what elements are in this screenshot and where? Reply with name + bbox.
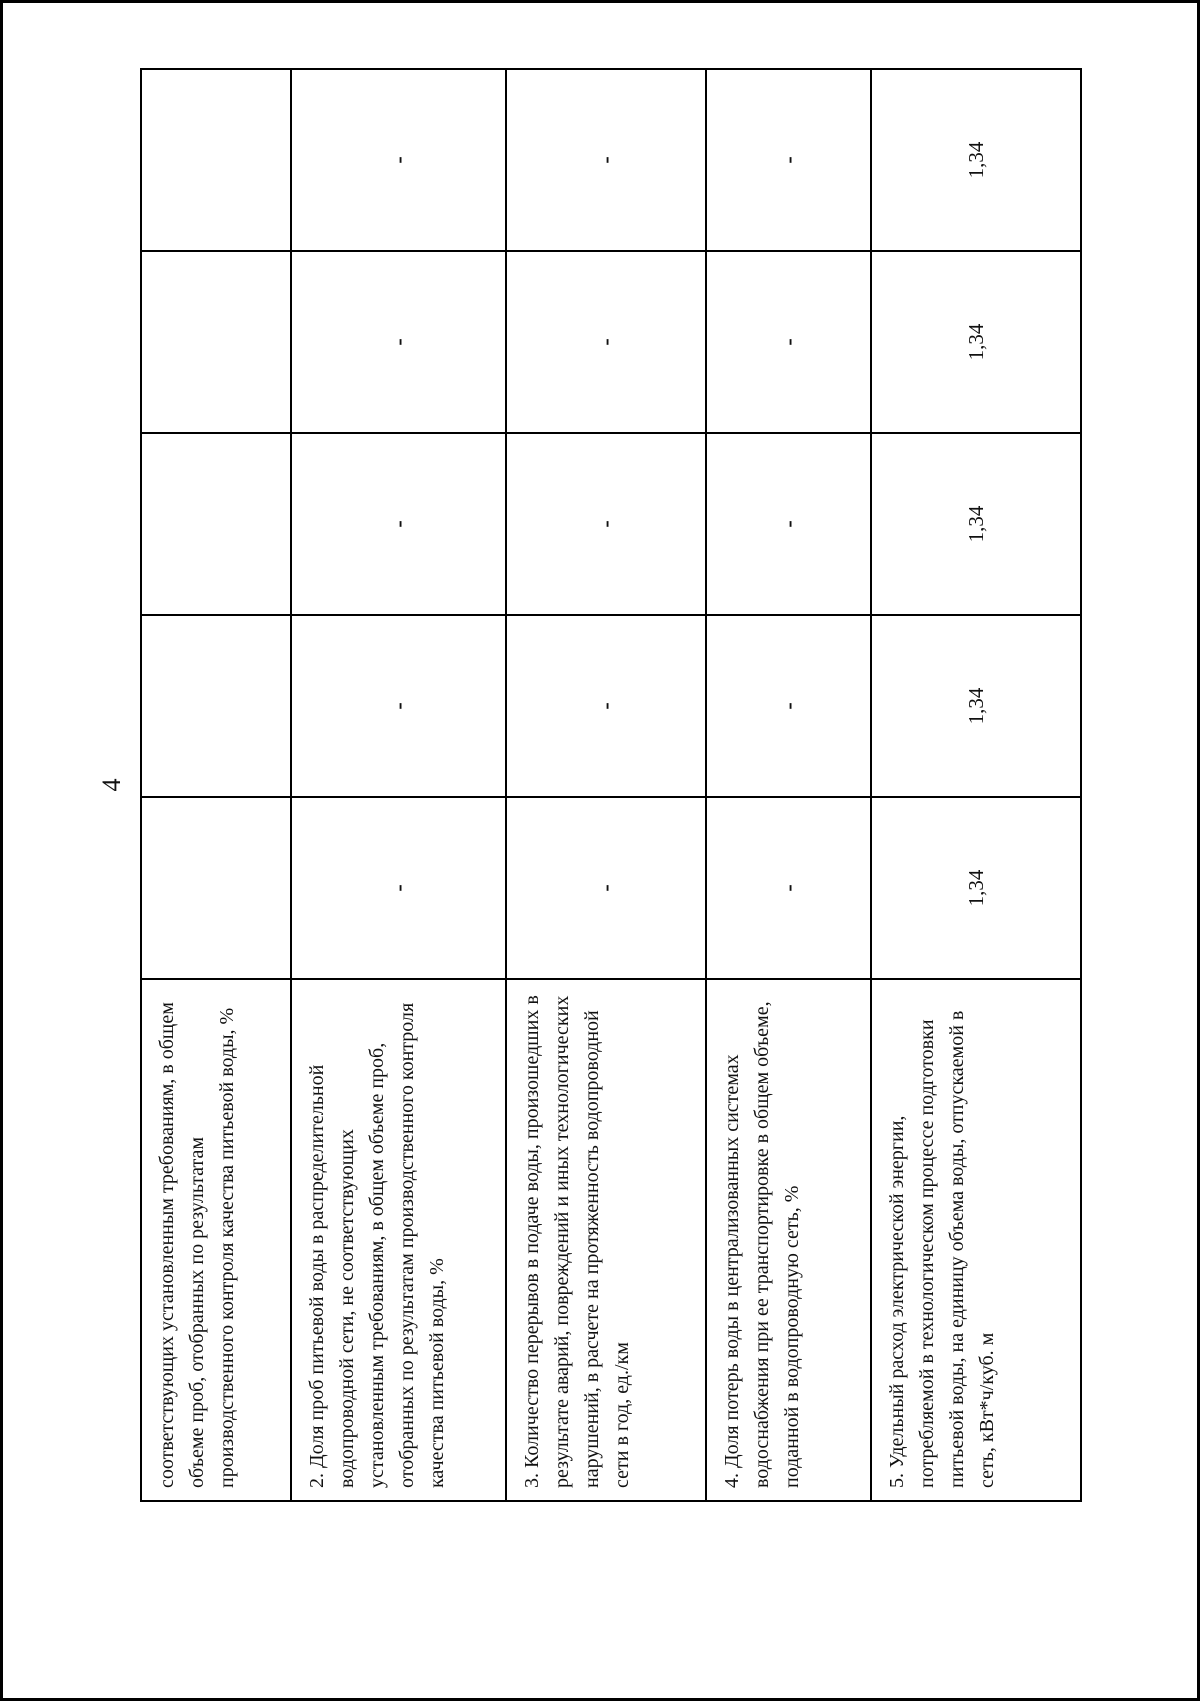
indicator-value (871, 69, 1081, 251)
indicator-value (141, 797, 291, 979)
value-text: - (385, 884, 411, 892)
table-row (871, 69, 1081, 1501)
indicator-value (141, 615, 291, 797)
table-row (291, 69, 506, 1501)
value-text: - (593, 338, 618, 346)
value-text: 1,34 (963, 505, 988, 543)
value-text: 1,34 (963, 323, 988, 361)
indicator-value (506, 69, 706, 251)
table-row (506, 69, 706, 1501)
value-text: - (593, 520, 618, 528)
indicator-value (871, 433, 1081, 615)
value-text: 1,34 (963, 687, 988, 725)
value-text: - (385, 338, 411, 346)
value-text: - (385, 520, 411, 528)
indicator-value (291, 797, 506, 979)
indicator-value (706, 433, 871, 615)
value-text: - (775, 156, 801, 164)
table-row (141, 69, 291, 1501)
value-text: - (775, 338, 801, 346)
value-text: - (775, 884, 801, 892)
indicator-value (871, 797, 1081, 979)
indicator-value (871, 615, 1081, 797)
indicator-value (141, 433, 291, 615)
indicator-value (291, 433, 506, 615)
indicator-description: 4. Доля потерь воды в централизованных системах водоснабжения при ее транспортировке в общем объеме, поданной в водопроводную сеть, % (706, 979, 871, 1501)
value-text: - (593, 884, 618, 892)
indicator-value (506, 433, 706, 615)
indicator-table-wrapper (140, 70, 1080, 1502)
value-text: - (593, 702, 618, 710)
indicator-description: 2. Доля проб питьевой воды в распределительной водопроводной сети, не соответствующих установленным требованиям, в общем объеме проб, отобранных по результатам производственного контроля качества питьевой воды, % (291, 979, 506, 1501)
indicator-value (706, 69, 871, 251)
value-text: - (775, 520, 801, 528)
page-number: 4 (97, 778, 126, 792)
indicator-value (291, 251, 506, 433)
indicator-value (706, 615, 871, 797)
indicator-value (706, 251, 871, 433)
indicator-table (140, 68, 1082, 1502)
value-text: - (385, 156, 411, 164)
value-text: 1,34 (963, 141, 988, 179)
indicator-description: соответствующих установленным требованиям, в общем объеме проб, отобранных по результатам производственного контроля качества питьевой воды, % (141, 979, 291, 1501)
table-row (706, 69, 871, 1501)
value-text: - (593, 156, 618, 164)
indicator-value (506, 797, 706, 979)
indicator-description: 3. Количество перерывов в подаче воды, произошедших в результате аварий, повреждений и иных технологических нарушений, в расчете на протяженность водопроводной сети в год, ед./км (506, 979, 706, 1501)
indicator-value (506, 615, 706, 797)
indicator-value (141, 69, 291, 251)
indicator-value (706, 797, 871, 979)
value-text: 1,34 (963, 869, 988, 907)
value-text: - (775, 702, 801, 710)
indicator-value (291, 69, 506, 251)
indicator-value (141, 251, 291, 433)
indicator-description: 5. Удельный расход электрической энергии, потребляемой в технологическом процессе подготовки питьевой воды, на единицу объема воды, отпускаемой в сеть, кВт*ч/куб. м (871, 979, 1081, 1501)
indicator-value (871, 251, 1081, 433)
value-text: - (385, 702, 411, 710)
indicator-value (506, 251, 706, 433)
indicator-value (291, 615, 506, 797)
